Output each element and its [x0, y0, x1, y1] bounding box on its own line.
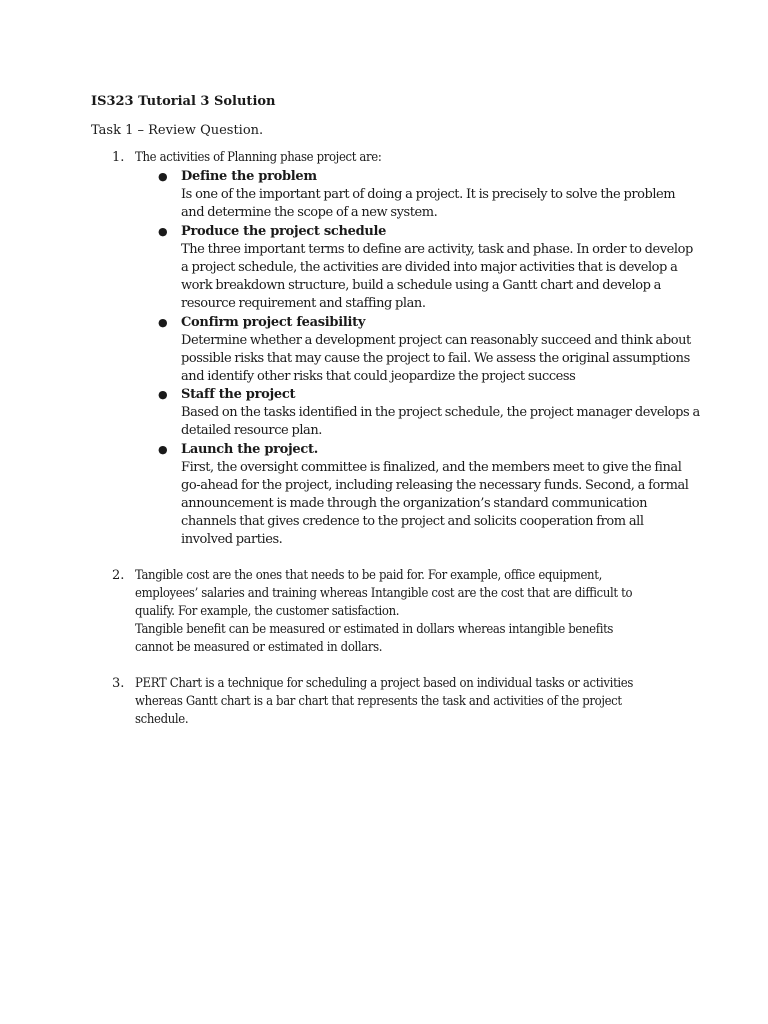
bullet-title-launch-project: Launch the project. [181, 442, 318, 457]
bullet-icon: ● [158, 443, 168, 456]
bullet-title-staff-project: Staff the project [181, 387, 296, 402]
body-line: Based on the tasks identified in the project schedule, the project manager develops a [181, 405, 700, 420]
question-number-1: 1. [112, 150, 125, 165]
bullet-body-launch-project [181, 459, 701, 549]
bullet-icon: ● [158, 316, 168, 329]
body-line: employees’ salaries and training whereas Intangible cost are the cost that are difficult to [135, 586, 633, 601]
body-line: schedule. [135, 712, 189, 727]
body-line: PERT Chart is a technique for scheduling a project based on individual tasks or activities [135, 676, 634, 691]
body-line: involved parties. [181, 532, 283, 547]
bullet-body-define-problem [181, 186, 701, 222]
bullet-icon: ● [158, 388, 168, 401]
document-title: IS323 Tutorial 3 Solution [91, 94, 276, 109]
bullet-title-define-problem: Define the problem [181, 169, 317, 184]
question-1-intro: The activities of Planning phase project are: [135, 150, 382, 165]
question-3-answer [135, 675, 715, 729]
body-line: Tangible cost are the ones that needs to be paid for. For example, office equipment, [135, 568, 602, 583]
bullet-title-project-schedule: Produce the project schedule [181, 224, 387, 239]
bullet-icon: ● [158, 225, 168, 238]
body-line: go-ahead for the project, including releasing the necessary funds. Second, a formal [181, 478, 689, 493]
body-line: and identify other risks that could jeopardize the project success [181, 369, 576, 384]
body-line: First, the oversight committee is finalized, and the members meet to give the final [181, 460, 682, 475]
bullet-body-project-schedule [181, 241, 701, 313]
question-number-3: 3. [112, 676, 125, 691]
body-line: whereas Gantt chart is a bar chart that represents the task and activities of the project [135, 694, 622, 709]
body-line: announcement is made through the organization’s standard communication [181, 496, 648, 511]
body-line: a project schedule, the activities are divided into major activities that is develop a [181, 260, 678, 275]
body-line: Tangible benefit can be measured or estimated in dollars whereas intangible benefits [135, 622, 614, 637]
body-line: resource requirement and staffing plan. [181, 296, 426, 311]
body-line: channels that gives credence to the project and solicits cooperation from all [181, 514, 644, 529]
body-line: and determine the scope of a new system. [181, 205, 438, 220]
body-line: work breakdown structure, build a schedule using a Gantt chart and develop a [181, 278, 661, 293]
body-line: detailed resource plan. [181, 423, 322, 438]
body-line: qualify. For example, the customer satisfaction. [135, 604, 400, 619]
question-number-2: 2. [112, 568, 125, 583]
body-line: Is one of the important part of doing a project. It is precisely to solve the problem [181, 187, 676, 202]
body-line: The three important terms to define are activity, task and phase. In order to develop [181, 242, 693, 257]
task-heading: Task 1 – Review Question. [91, 123, 264, 138]
bullet-title-project-feasibility: Confirm project feasibility [181, 315, 366, 330]
bullet-body-project-feasibility [181, 332, 701, 386]
bullet-body-staff-project [181, 404, 701, 440]
body-line: possible risks that may cause the project to fail. We assess the original assumptions [181, 351, 690, 366]
question-2-answer [135, 567, 715, 657]
bullet-icon: ● [158, 170, 168, 183]
body-line: cannot be measured or estimated in dollars. [135, 640, 383, 655]
body-line: Determine whether a development project can reasonably succeed and think about [181, 333, 691, 348]
